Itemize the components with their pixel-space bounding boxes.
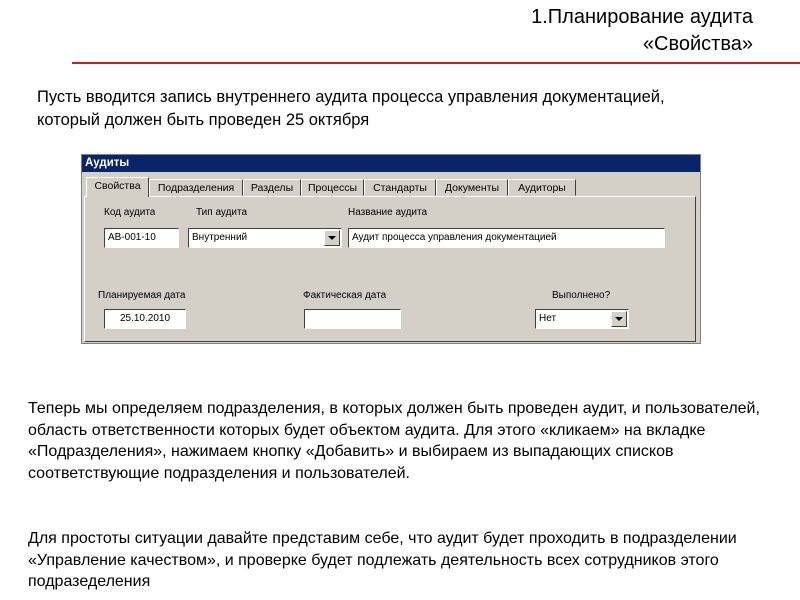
completed-value: Нет	[539, 313, 557, 324]
slide-title-line2: «Свойства»	[642, 33, 753, 55]
chevron-down-icon	[328, 236, 336, 240]
tab-departments[interactable]: Подразделения	[149, 179, 243, 196]
audit-code-label: Код аудита	[104, 207, 156, 218]
tab-auditors[interactable]: Аудиторы	[508, 179, 576, 196]
completed-label: Выполнено?	[552, 290, 611, 301]
chevron-down-icon	[615, 317, 623, 321]
planned-date-label: Планируемая дата	[98, 290, 186, 301]
slide-title-line1: 1.Планирование аудита	[531, 6, 753, 28]
audit-type-select[interactable]	[188, 228, 342, 248]
title-divider	[72, 62, 800, 64]
tab-standards[interactable]: Стандарты	[364, 179, 436, 196]
tab-sections[interactable]: Разделы	[243, 179, 301, 196]
slide-title	[353, 4, 753, 58]
audit-name-label: Название аудита	[348, 207, 428, 218]
window-titlebar: Аудиты	[82, 155, 700, 172]
audit-type-dropdown-button[interactable]	[324, 230, 340, 246]
audit-name-input[interactable]: Аудит процесса управления документацией	[348, 228, 665, 248]
properties-panel	[84, 196, 696, 342]
simplification-paragraph: Для простоты ситуации давайте представим себе, что аудит будет проходить в подразделении «Управление качеством», и проверке будет подлежать деятельность всех сотрудников этого подразеделения	[28, 530, 737, 590]
actual-date-input[interactable]	[304, 309, 401, 329]
explanation-paragraph: Теперь мы определяем подразделения, в которых должен быть проведен аудит, и пользователей, область ответственности которых будет объектом аудита. Для этого «кликаем» на вкладке «Подразделения», нажимаем кнопку «Добавить» и выбираем из выпадающих списков соответствующие подразделения и пользователей.	[28, 400, 760, 482]
audits-window	[81, 154, 701, 344]
actual-date-label: Фактическая дата	[303, 290, 387, 301]
tab-documents[interactable]: Документы	[436, 179, 508, 196]
completed-select[interactable]	[535, 309, 629, 329]
tab-properties[interactable]: Свойства	[86, 177, 149, 197]
tab-processes[interactable]: Процессы	[301, 179, 364, 196]
audit-type-value: Внутренний	[192, 232, 248, 243]
planned-date-input[interactable]: 25.10.2010	[104, 309, 186, 329]
completed-dropdown-button[interactable]	[611, 311, 627, 327]
audit-type-label: Тип аудита	[196, 207, 248, 218]
intro-text: Пусть вводится запись внутреннего аудита процесса управления документацией, который должен быть проведен 25 октября	[37, 88, 665, 129]
audit-code-input[interactable]: АВ-001-10	[104, 228, 179, 248]
